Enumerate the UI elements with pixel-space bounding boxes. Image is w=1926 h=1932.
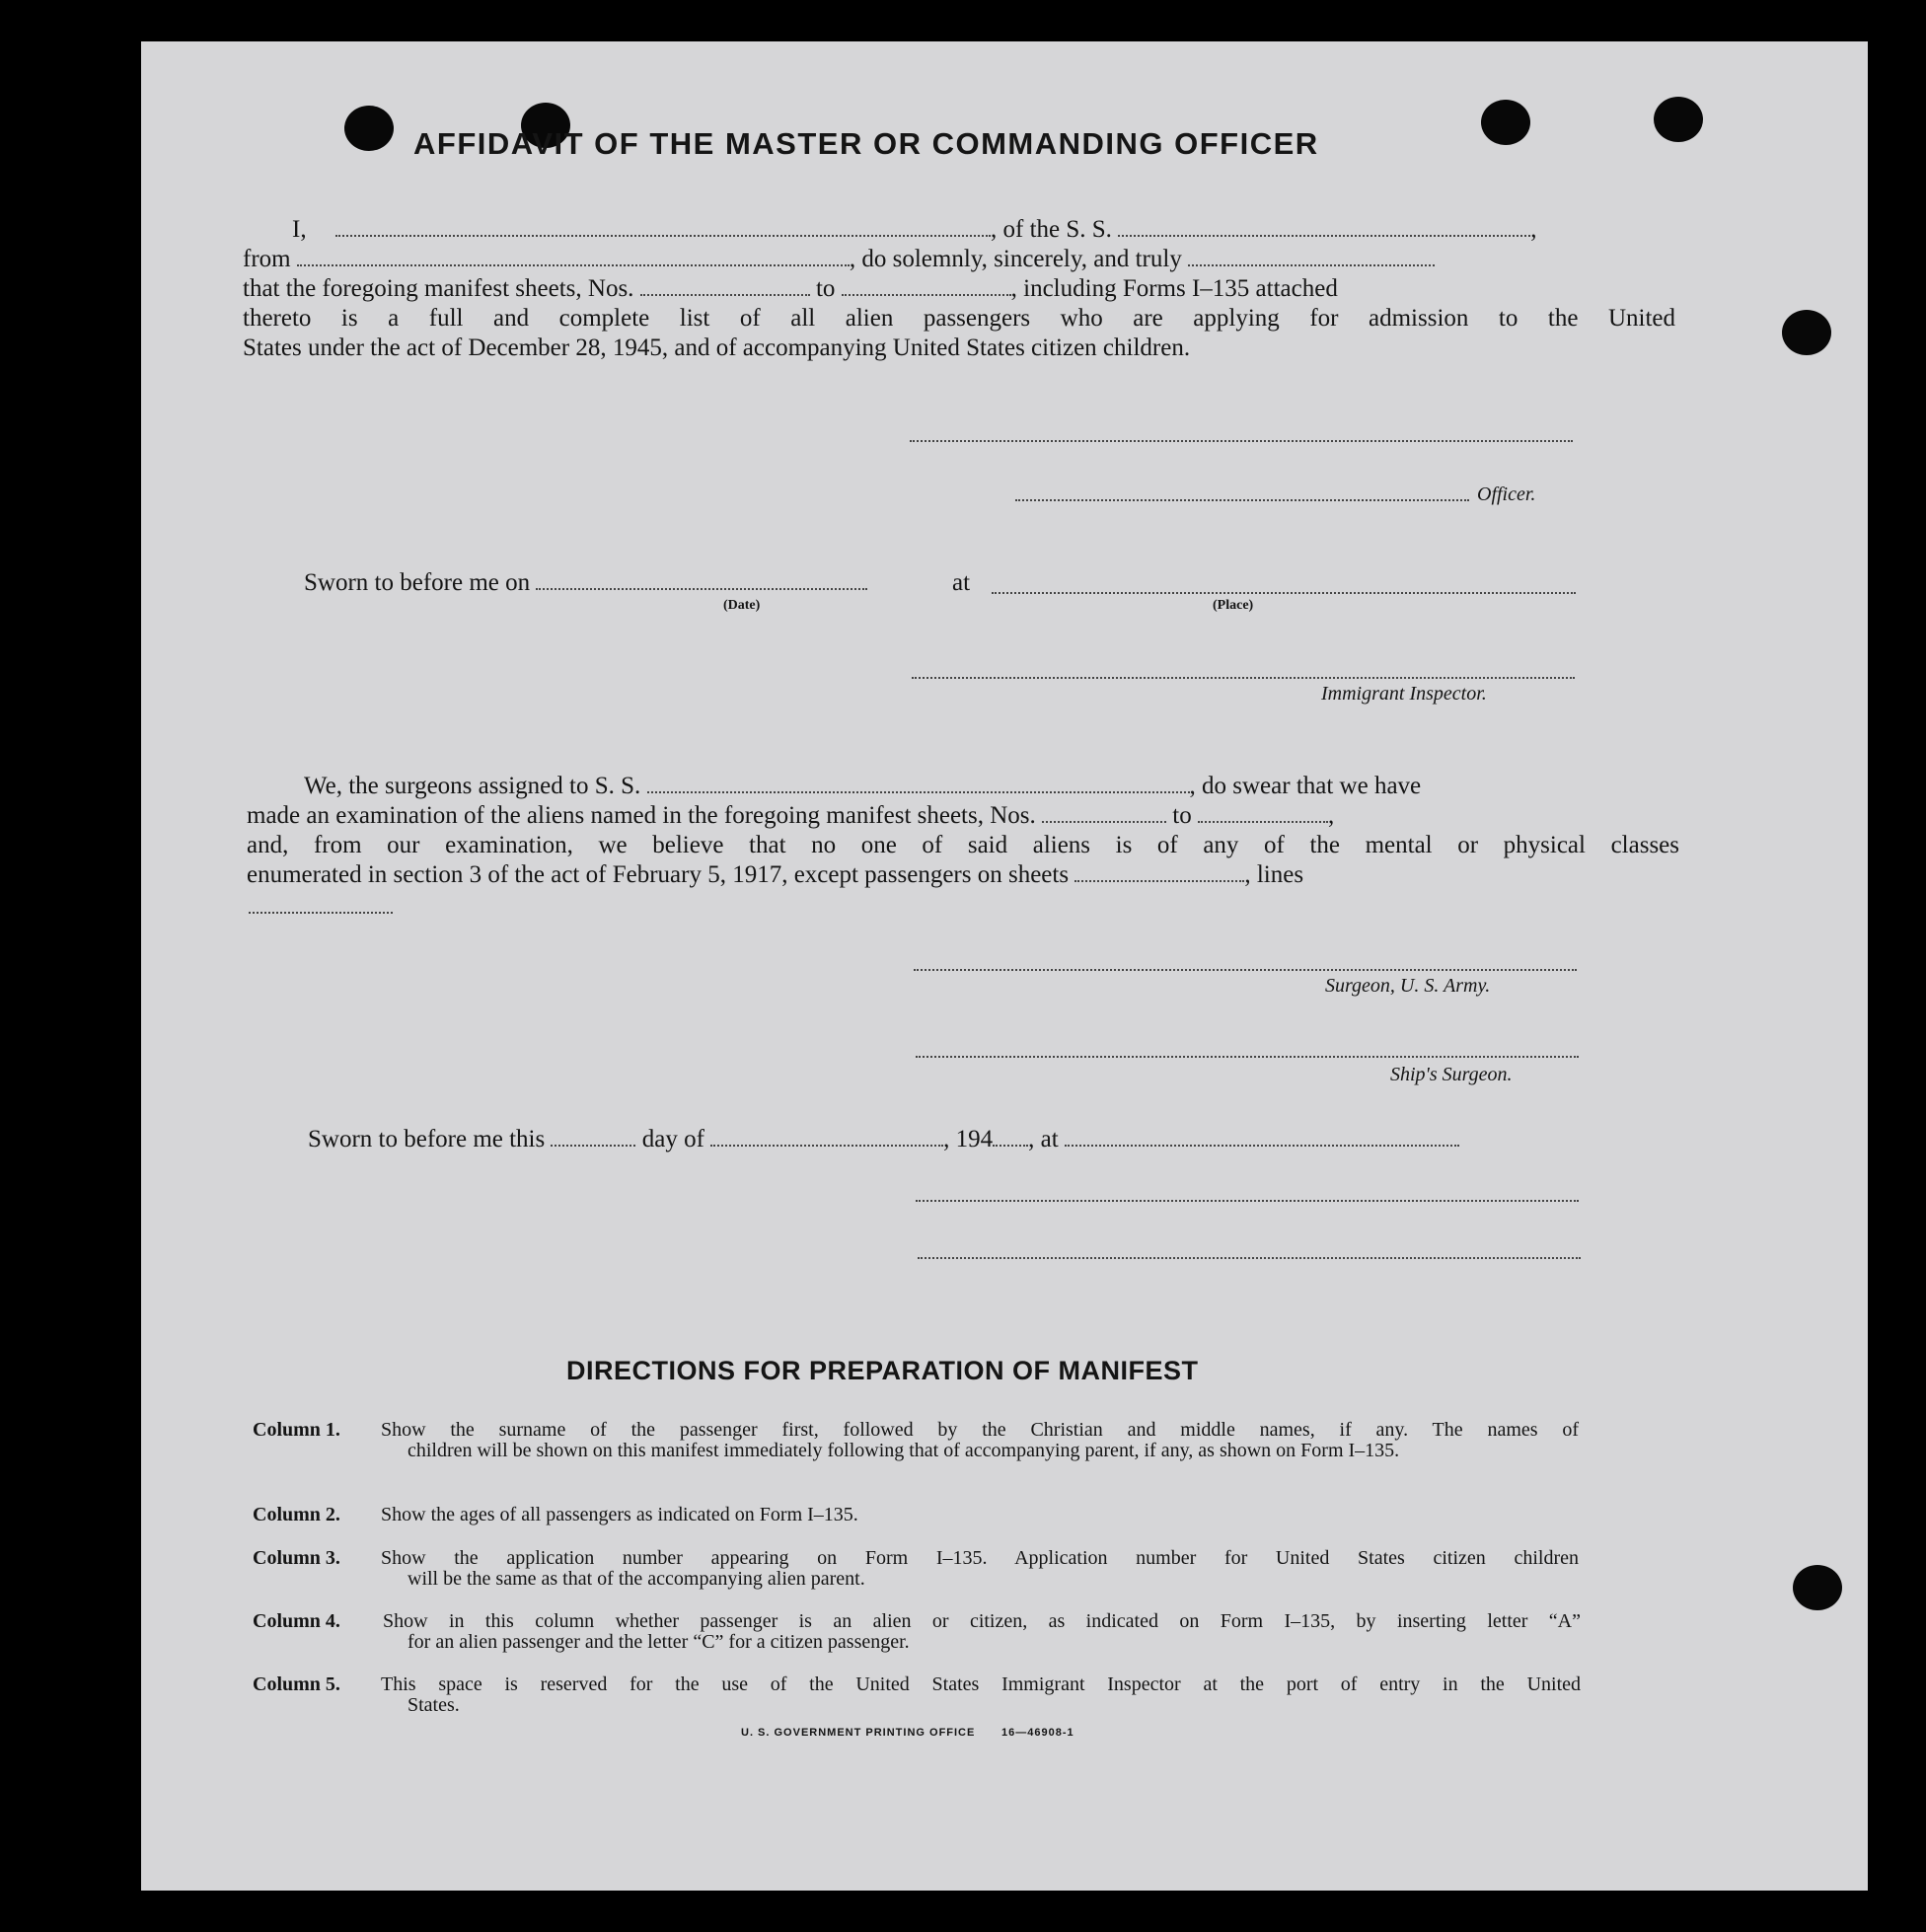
oath-type-field[interactable] <box>1188 264 1435 266</box>
surgeons-made-text: made an examination of the aliens named in the foregoing manifest sheets, Nos. <box>247 802 1036 829</box>
surgeons-lines-text: , lines <box>1244 861 1304 888</box>
army-surgeon-signature-line[interactable] <box>914 969 1577 971</box>
sworn-at-text: at <box>952 569 971 596</box>
form-number: 16—46908-1 <box>1001 1727 1074 1739</box>
immigrant-inspector-label: Immigrant Inspector. <box>1321 683 1487 705</box>
sworn2-place-field[interactable] <box>1065 1145 1459 1147</box>
master-including-text: , including Forms I–135 attached <box>1010 275 1338 302</box>
sworn2-line <box>308 1125 1581 1154</box>
form-page <box>141 41 1868 1891</box>
manifest-to-field[interactable] <box>842 294 1011 296</box>
punch-hole <box>1793 1565 1842 1610</box>
officer-title-line[interactable] <box>1015 499 1469 501</box>
directions-title: DIRECTIONS FOR PREPARATION OF MANIFEST <box>566 1356 1199 1385</box>
column-2-text: Show the ages of all passengers as indicated on Form I–135. <box>381 1504 858 1525</box>
punch-hole <box>344 106 394 151</box>
column-2-label: Column 2. <box>253 1504 340 1525</box>
army-surgeon-label: Surgeon, U. S. Army. <box>1325 975 1491 997</box>
punch-hole <box>1654 97 1703 142</box>
master-line-2 <box>243 245 1675 274</box>
column-4-label: Column 4. <box>253 1610 340 1632</box>
master-that-text: that the foregoing manifest sheets, Nos. <box>243 275 634 302</box>
surgeons-line-1 <box>304 772 1679 801</box>
sworn2-year-text: , 194 <box>943 1126 994 1152</box>
master-solemnly-text: , do solemnly, sincerely, and truly <box>849 246 1182 272</box>
surgeons-enumerated-text: enumerated in section 3 of the act of February 5, 1917, except passengers on sheets <box>247 861 1070 888</box>
column-5-label: Column 5. <box>253 1673 340 1695</box>
sworn2-year-field[interactable] <box>993 1145 1028 1147</box>
surgeons-nos-from-field[interactable] <box>1042 821 1166 823</box>
sworn2-month-field[interactable] <box>710 1145 943 1147</box>
sworn2-at-text: , at <box>1028 1126 1059 1152</box>
column-5-first-line: This space is reserved for the use of the United States Immigrant Inspector at the port of entry in the United <box>381 1673 1581 1695</box>
place-caption: (Place) <box>1213 598 1254 613</box>
lines-field[interactable] <box>249 912 393 914</box>
sworn2-text: Sworn to before me this <box>308 1126 546 1152</box>
inspector-signature-line[interactable] <box>912 677 1575 679</box>
sworn2-title-line[interactable] <box>918 1257 1581 1259</box>
column-1-continuation: children will be shown on this manifest immediately following that of accompanying parent, if any, as shown on Form I–135. <box>407 1440 1400 1461</box>
master-line-5: States under the act of December 28, 1945, and of accompanying United States citizen children. <box>243 334 1191 361</box>
master-name-field[interactable] <box>335 235 991 237</box>
surgeons-we-text: We, the surgeons assigned to S. S. <box>304 773 641 799</box>
surgeons-nos-to-field[interactable] <box>1198 821 1328 823</box>
sheets-field[interactable] <box>1074 880 1244 882</box>
column-4-continuation: for an alien passenger and the letter “C” for a citizen passenger. <box>407 1631 910 1653</box>
punch-hole <box>1481 100 1530 145</box>
sworn-text: Sworn to before me on <box>304 569 531 596</box>
column-1-label: Column 1. <box>253 1419 340 1441</box>
master-i-text: I, <box>292 216 307 243</box>
date-caption: (Date) <box>723 598 761 613</box>
sworn-date-field[interactable] <box>536 588 867 590</box>
surgeons-line-2: made an examination of the aliens named in the foregoing manifest sheets, Nos. to , <box>247 802 1335 829</box>
sworn2-day-field[interactable] <box>551 1145 635 1147</box>
sworn2-signature-line[interactable] <box>916 1200 1579 1202</box>
surgeons-swear-text: , do swear that we have <box>1189 773 1422 799</box>
ship-surgeon-signature-line[interactable] <box>916 1056 1579 1058</box>
affidavit-title: AFFIDAVIT OF THE MASTER OR COMMANDING OFFICER <box>413 126 1319 161</box>
sworn-date-line <box>304 568 867 598</box>
column-3-label: Column 3. <box>253 1547 340 1569</box>
column-4-first-line: Show in this column whether passenger is an alien or citizen, as indicated on Form I–135, by inserting letter “A” <box>383 1610 1581 1632</box>
master-line-1: I, , of the S. S. , <box>292 216 1537 243</box>
surgeons-line-3: and, from our examination, we believe that no one of said aliens is of any of the mental or physical classes <box>247 832 1679 858</box>
column-5-continuation: States. <box>407 1694 460 1716</box>
surgeons-line-4 <box>247 860 1679 890</box>
column-3-first-line: Show the application number appearing on Form I–135. Application number for United States citizen children <box>381 1547 1579 1569</box>
punch-hole <box>1782 310 1831 355</box>
sworn2-dayof-text: day of <box>641 1126 704 1152</box>
port-from-field[interactable] <box>297 264 850 266</box>
sworn-place-field[interactable] <box>992 592 1576 594</box>
printer-credit: U. S. GOVERNMENT PRINTING OFFICE <box>741 1727 976 1739</box>
surgeons-ship-field[interactable] <box>647 791 1190 793</box>
column-3-continuation: will be the same as that of the accompanying alien parent. <box>407 1568 865 1590</box>
master-line-4: thereto is a full and complete list of all alien passengers who are applying for admission to the United <box>243 305 1675 332</box>
officer-signature-line[interactable] <box>910 440 1573 442</box>
ship-name-field[interactable] <box>1118 235 1530 237</box>
ship-surgeon-label: Ship's Surgeon. <box>1390 1064 1513 1085</box>
manifest-from-field[interactable] <box>640 294 810 296</box>
officer-label: Officer. <box>1477 483 1536 505</box>
master-from-text: from <box>243 246 291 272</box>
column-1-first-line: Show the surname of the passenger first, followed by the Christian and middle names, if any. The names of <box>381 1419 1579 1441</box>
master-of-ss-text: , of the S. S. <box>991 216 1112 243</box>
master-line-3: that the foregoing manifest sheets, Nos. to , including Forms I–135 attached <box>243 275 1338 302</box>
